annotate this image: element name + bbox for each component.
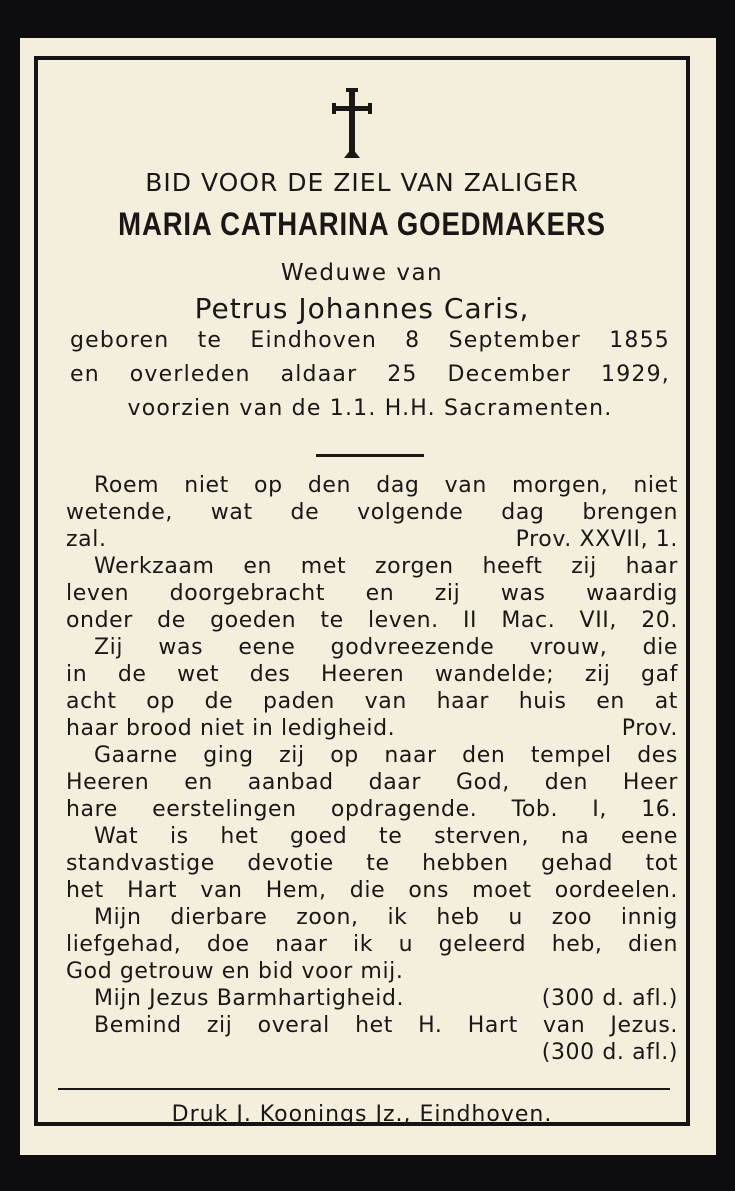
scripture-text — [66, 472, 678, 1066]
birth-line: geboren te Eindhoven 8 September 1855 — [70, 328, 670, 353]
death-line: en overleden aldaar 25 December 1929, — [70, 362, 670, 387]
indulgence-note: (300 d. afl.) — [541, 986, 678, 1011]
text-line: acht op de paden van haar huis en at — [66, 689, 678, 714]
text-line: in de wet des Heeren wandelde; zij gaf — [66, 662, 678, 687]
card-frame — [34, 56, 690, 1126]
text-line: standvastige devotie te hebben gehad tot — [66, 851, 678, 876]
text-fragment: Mijn Jezus Barmhartigheid. — [94, 986, 405, 1011]
citation: Prov. XXVII, 1. — [515, 527, 678, 552]
footer-rule — [58, 1088, 670, 1090]
widow-of-label: Weduwe van — [280, 260, 444, 286]
deceased-name: MARIA CATHARINA GOEDMAKERS — [118, 206, 606, 242]
husband-name: Petrus Johannes Caris, — [194, 292, 530, 325]
text-line: het Hart van Hem, die ons moet oordeelen. — [66, 878, 678, 903]
text-line: Werkzaam en met zorgen heeft zij haar — [94, 554, 678, 579]
prayer-heading: BID VOOR DE ZIEL VAN ZALIGER — [145, 168, 579, 197]
text-line: Mijn dierbare zoon, ik heb u zoo innig — [94, 905, 678, 930]
text-line: Bemind zij overal het H. Hart van Jezus. — [94, 1013, 678, 1038]
text-line: Wat is het goed te sterven, na eene — [94, 824, 678, 849]
printer-credit: Druk J. Koonings Jz., Eindhoven. — [171, 1102, 553, 1127]
text-line: Zij was eene godvreezende vrouw, die — [94, 635, 678, 660]
text-line: hare eerstelingen opdragende. Tob. I, 16. — [66, 797, 678, 822]
text-line: God getrouw en bid voor mij. — [66, 959, 404, 984]
cross-icon — [332, 88, 372, 160]
memorial-card — [20, 38, 716, 1155]
separator-rule — [316, 454, 424, 457]
text-line: Gaarne ging zij op naar den tempel des — [94, 743, 678, 768]
text-line: liefgehad, doe naar ik u geleerd heb, dien — [66, 932, 678, 957]
text-fragment: zal. — [66, 527, 107, 552]
indulgence-note: (300 d. afl.) — [541, 1040, 678, 1065]
text-line — [66, 985, 678, 1012]
sacraments-line: voorzien van de 1.1. H.H. Sacramenten. — [127, 396, 613, 421]
text-line — [66, 715, 678, 742]
text-fragment: haar brood niet in ledigheid. — [66, 716, 396, 741]
text-line: wetende, wat de volgende dag brengen — [66, 500, 678, 525]
citation: Prov. — [621, 716, 678, 741]
text-line — [66, 526, 678, 553]
text-line: onder de goeden te leven. II Mac. VII, 20. — [66, 608, 678, 633]
text-line: Roem niet op den dag van morgen, niet — [94, 473, 678, 498]
text-line: leven doorgebracht en zij was waardig — [66, 581, 678, 606]
text-line: Heeren en aanbad daar God, den Heer — [66, 770, 678, 795]
